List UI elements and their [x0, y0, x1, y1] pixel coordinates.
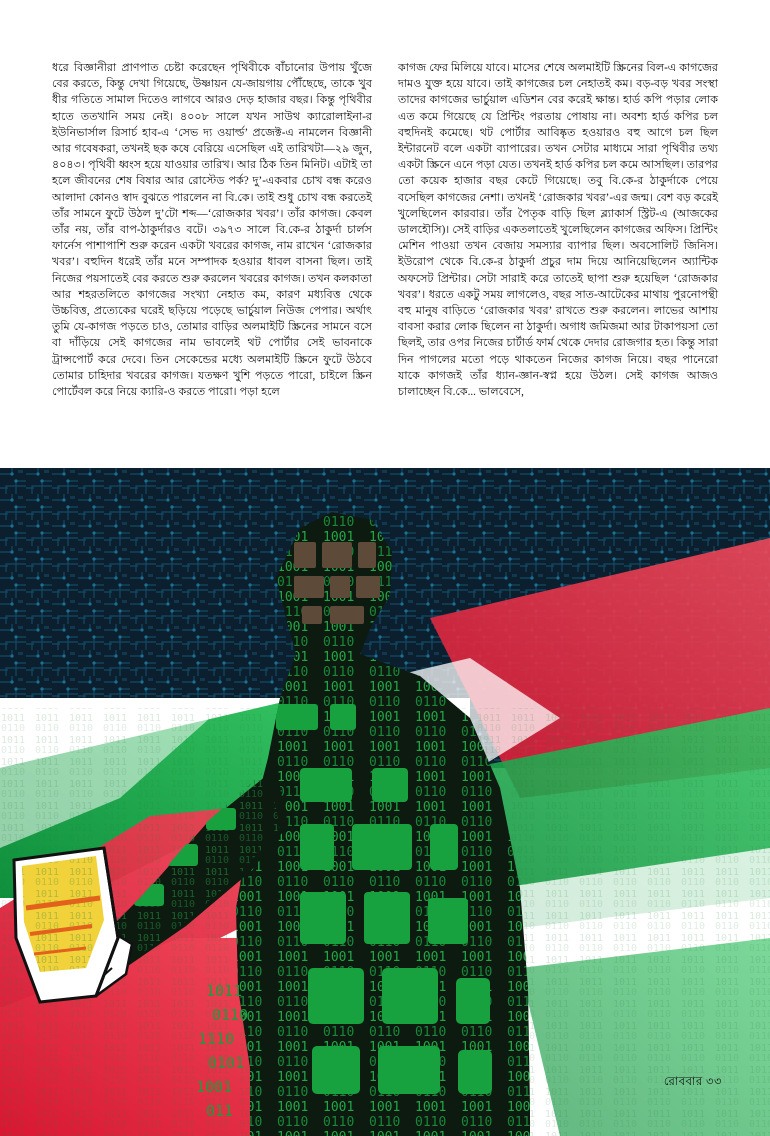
- svg-text:1011: 1011: [206, 982, 243, 1000]
- column-left-body: ধরে বিজ্ঞানীরা প্রাণপাত চেষ্টা করেছেন পৃথিবীকে বাঁচানোর উপায় খুঁজে বের করতে, কিন্তু দেখা গিয়েছে, উষ্ণায়ন যে-জায়গায় পৌঁছেছে, তাকে খুব ধীর গতিতে সামাল দিতেও লাগবে আরও দেড় হাজার বছর। কিন্তু পৃথিবীর হাতে ততখানি সময় নেই। ৪০০৮ সালে যখন সাউথ ক্যারোলাইনা-র ইউনিভার্সাল রিসার্চ হাব-এ ‘সেভ দ্য ওয়ার্ল্ড’ প্রজেক্ট-এ নামলেন বিজ্ঞানী আর গবেষকরা, তখনই ছক কষে বেরিয়ে এসেছিল এই তারিখটা—২৯ জুন, ৪০৪৩। পৃথিবী ধ্বংস হয়ে যাওয়ার তারিখ। আর ঠিক তিন মিনিট। এটাই তা হলে জীবনের শেষ বিষার আর রোস্টেড পর্ক? দু’-একবার চোখ বন্ধ করেও আলাদা কোনও স্বাদ বুঝতে পারলেন না বি.কে। তাই শুধু চোখ বন্ধ করতেই তাঁর সামনে ফুটে উঠল দু’টো শব্দ—‘রোজকার খবর’। তাঁর কাগজ। কেবল তাঁর নয়, তাঁর বাপ-ঠাকুর্দারও বটে। ৩৯৭৩ সালে বি.কে-র ঠাকুর্দা চার্লস ফার্নেস পাশাপাশি শুরু করেন একটা খবরের কাগজ, নাম রাখেন ‘রোজকার খবর’। বহুদিন ধরেই তাঁর মনে সম্পাদক হওয়ার ধাবল বাসনা ছিল। তাই নিজের পয়সাতেই বের করতে শুরু করলেন খবরের কাগজ। তখন কলকাতা আর শহরতলিতে কাগজের সংখ্যা নেহাত কম, কারণ মধ্যবিত্ত থেকে উচ্চবিত্ত, প্রত্যেকের ঘরেই ছড়িয়ে পড়েছে ভার্চুয়াল নিউজ পেপার। অর্থাৎ তুমি যে-কাগজ পড়তে চাও, তোমার বাড়ির অলমাইটি স্ক্রিনের সামনে বসে বা দাঁড়িয়ে সেই কাগজের নাম ভাবলেই থট পোর্টার সেই ভাবনাকে ট্রান্সপোর্ট করে দেবে। তিন সেকেন্ডের মধ্যে অলমাইটি স্ক্রিনে ফুটে উঠবে তোমার চাহিদার খবরের কাগজ। যতক্ষণ খুশি পড়তে পারো, চাইলে স্ক্রিন পোর্টেবল করে নিয়ে ক্যারি-ও করতে পারো। পড়া হলে: [52, 62, 372, 399]
- svg-text:011: 011: [206, 1102, 234, 1120]
- article-column-left: [52, 60, 372, 470]
- page-folio: রোববার ৩৩: [663, 1076, 722, 1088]
- svg-text:0110: 0110: [212, 1006, 249, 1024]
- svg-text:1001: 1001: [196, 1078, 233, 1096]
- article-text-area: [0, 0, 770, 470]
- illustration-svg: [0, 468, 770, 1136]
- illustration: [0, 468, 770, 1136]
- svg-text:0101: 0101: [208, 1054, 245, 1072]
- svg-text:1110: 1110: [198, 1030, 235, 1048]
- column-right-body: কাগজ ফের মিলিয়ে যাবে। মাসের শেষে অলমাইটি স্ক্রিনের বিল-এ কাগজের দামও যুক্ত হয়ে যাবে। তাই কাগজের চল নেহাতই কম। বড়-বড় খবর সংস্থা তাদের কাগজের ভার্চুয়াল এডিশন বের করেই ক্ষান্ত। হার্ড কপি পড়ার লোক এত কমে গিয়েছে যে প্রিন্টিং পরতায় পোষায় না। অবশ্য হার্ড কপির চল বহুদিনই কমেছে। থট পোর্টার আবিষ্কৃত হওয়ারও বহু আগে চল ছিল ইন্টারনেট বলে একটা ব্যাপারের। তখন সেটার মাধ্যমে সারা পৃথিবীর তথ্য একটা স্ক্রিনে এনে পড়া যেত। তখনই হার্ড কপির চল কমে আসছিল। তারপর তো কয়েক হাজার বছর কেটে গিয়েছে। তবু বি.কে-র ঠাকুর্দাকে পেয়ে বসেছিল কাগজের নেশা। তখনই ‘রোজকার খবর’-এর জন্ম। বেশ বড় করেই খুলেছিলেন কারবার। তাঁর পৈতৃক বাড়ি ছিল ব্ল্যাকার্স স্ট্রিট-এ (আজকের ডালহৌসি)। সেই বাড়ির একতলাতেই খুলেছিলেন কাগজের অফিস। প্রিন্টিং মেশিন পাওয়া তখন বেজায় সমস্যার ব্যাপার ছিল। অবসোলিট জিনিস। ইউরোপ থেকে বি.কে-র ঠাকুর্দা প্রচুর দাম দিয়ে আনিয়েছিলেন অ্যান্টিক অফসেট প্রিন্টার। সেটা সারাই করে তাতেই ছাপা শুরু হয়েছিল ‘রোজকার খবর’। ধরতে একটু সময় লাগলেও, বছর সাত-আটেকের মাথায় পুরনোপন্থী বহু মানুষ বাড়িতে ‘রোজকার খবর’ রাখতে শুরু করলেন। লাভের আশায় বাবসা করার লোক ছিলেন না ঠাকুর্দা। অগাধ জমিজমা আর টাকাপয়সা তো ছিলই, তার ওপর নিজের চার্টার্ড ফার্ম থেকে দেদার রোজগার হত। কিন্তু সারা দিন পাগলের মতো পড়ে থাকতেন নিজের কাগজ নিয়ে। বছর পানেরো যাকে কাগজই তাঁর ধ্যান-জ্ঞান-স্বপ্ন হয়ে উঠল। সেই কাগজ আজও চালাচ্ছেন বি.কে... ভালবেসে,: [398, 62, 718, 399]
- article-column-right: [398, 60, 718, 470]
